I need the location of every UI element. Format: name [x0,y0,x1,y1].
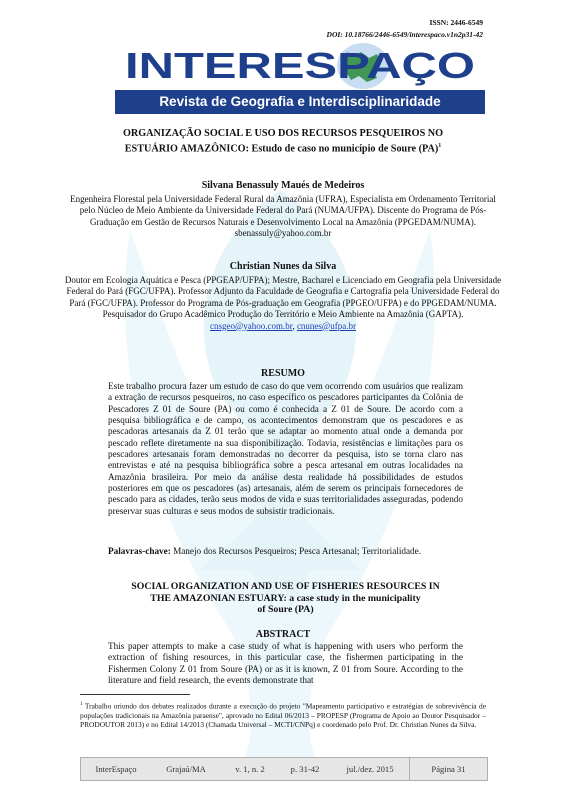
author-1-affiliation-text: Engenheira Florestal pela Universidade Federal Rural da Amazônia (UFRA), Especialista em Ordenamento Territorial pelo Núcleo de Meio Ambiente da Universidade Federal do Pará (NUMA/UFPA). Discente do Programa de Pós-Graduação em Gestão de Recursos Naturais e Desenvolvimento Local na Amazônia (PPGEDAM/NUMA). [70,194,496,227]
english-title [108,581,463,616]
resumo-text: Este trabalho procura fazer um estudo de caso do que vem ocorrendo com usuários que realizam a extração de recursos pesqueiros, no caso específico os pescadores participantes da Colônia de Pescadores Z 01 de Soure (PA) ou como é conhecida a Z 01 de Soure. De acordo com a pesquisa bibliográfica e de campo, os acontecimentos demonstram que os pescadores e as pescadoras artesanais da Z 01 terão que se adaptar ao momento atual onde a demanda por pescado reflete diretamente na sua disponibilização. Todavia, resistências e limitações para os pescadores artesanais foram demonstradas no decorrer da pesquisa, isto se torna claro nas entrevistas e até na pesquisa bibliográfica sobre a pesca artesanal em outras localidades na Amazônia brasileira. Por meio da análise desta realidade há possibilidades de estudos posteriores em que os pescadores (as) artesanais, além de serem os principais fornecedores de pescado para as cidades, terão seus modos de vida e suas territorialidades asseguradas, podendo preservar suas culturas e seus modos de subsistir tradicionais. [108,381,463,516]
author-1-email: sbenassuly@yahoo.com.br [234,228,332,239]
author-2-name: Christian Nunes da Silva [229,261,337,272]
author-1-affiliation [62,194,504,240]
english-title-line-3: of Soure (PA) [257,604,314,615]
author-1-name: Silvana Benassuly Maués de Medeiros [201,180,365,191]
footnote [80,700,486,730]
footer-pages: p. 31-42 [290,764,320,774]
footer-page-number: Página 31 [431,764,466,774]
footer-place: Grajaú/MA [166,764,206,774]
footer-journal: InterEspaço [95,764,137,774]
title-line-2-text: ESTUÁRIO AMAZÔNICO: Estudo de caso no município de Soure (PA) [124,143,439,155]
journal-subtitle-banner: Revista de Geografia e Interdisciplinaridade [115,90,485,114]
author-2-email-separator: , [292,320,297,331]
title-line-1: ORGANIZAÇÃO SOCIAL E USO DOS RECURSOS PESQUEIROS NO [122,128,444,139]
english-title-line-2: THE AMAZONIAN ESTUARY: a case study in the municipality [150,592,421,604]
english-title-line-1: SOCIAL ORGANIZATION AND USE OF FISHERIES RESOURCES IN [131,581,440,592]
title-footnote-marker[interactable]: 1 [438,143,442,149]
footnote-divider [80,694,190,695]
title-line-2 [60,140,506,155]
journal-name: INTERESPAÇO [125,45,475,86]
abstract-heading: ABSTRACT [255,629,311,640]
author-2-email-link-2[interactable]: cnunes@ufpa.br [296,320,356,331]
abstract-text: This paper attempts to make a case study of what is happening with users who perform the extraction of fishing resources, in this particular case, the fishermen participating in the Fishermen Colony Z 01 from Soure (PA) or as it is known, Z 01 from Soure. According to the literature and field research, the events demonstrate that [108,641,463,686]
keywords-text: Manejo dos Recursos Pesqueiros; Pesca Artesanal; Territorialidade. [170,546,422,556]
doi: DOI: 10.18766/2446-6549/interespaco.v1n2p31-42 [326,30,483,39]
footer-volume: v. 1, n. 2 [235,764,265,774]
author-2-affiliation [62,275,504,332]
issn: ISSN: 2446-6549 [429,18,483,27]
journal-logo [115,40,485,90]
author-2-email-link-1[interactable]: cnsgeo@yahoo.com.br [210,320,293,331]
author-2-emails [62,321,504,332]
author-2-affiliation-text: Doutor em Ecologia Aquática e Pesca (PPGEAP/UFPA); Mestre, Bacharel e Licenciado em Geografia pela Universidade Federal do Pará (FGC/UFPA). Professor Adjunto da Faculdade de Geografia e Cartografia pela Universidade Federal do Pará (FGC/UFPA). Professor do Programa de Pós-graduação em Geografia (PPGEO/UFPA) e do PPGEDAM/NUMA. Pesquisador do Grupo Acadêmico Produção do Território e Meio Ambiente na Amazônia (GAPTA). [64,275,502,320]
keywords-label: Palavras-chave: [108,546,171,556]
page-footer [80,757,488,781]
footer-date: jul./dez. 2015 [346,764,394,774]
footnote-marker: 1 [80,702,83,707]
footnote-text: Trabalho oriundo dos debates realizados durante a execução do projeto "Mapeamento participativo e estratégias de sobrevivência de populações tradicionais na Amazônia paraense", aprovado no Edital 06/2013 – PROPESP (Programa de Apoio ao Doutor Pesquisador – PRODOUTOR 2013) e no Edital 14/2013 (Chamada Universal – MCTI/CNPq) e coordenado pelo Prof. Dr. Christian Nunes da Silva. [80,701,486,730]
keywords [108,546,463,556]
article-title [60,127,506,155]
resumo-heading: RESUMO [261,368,305,379]
